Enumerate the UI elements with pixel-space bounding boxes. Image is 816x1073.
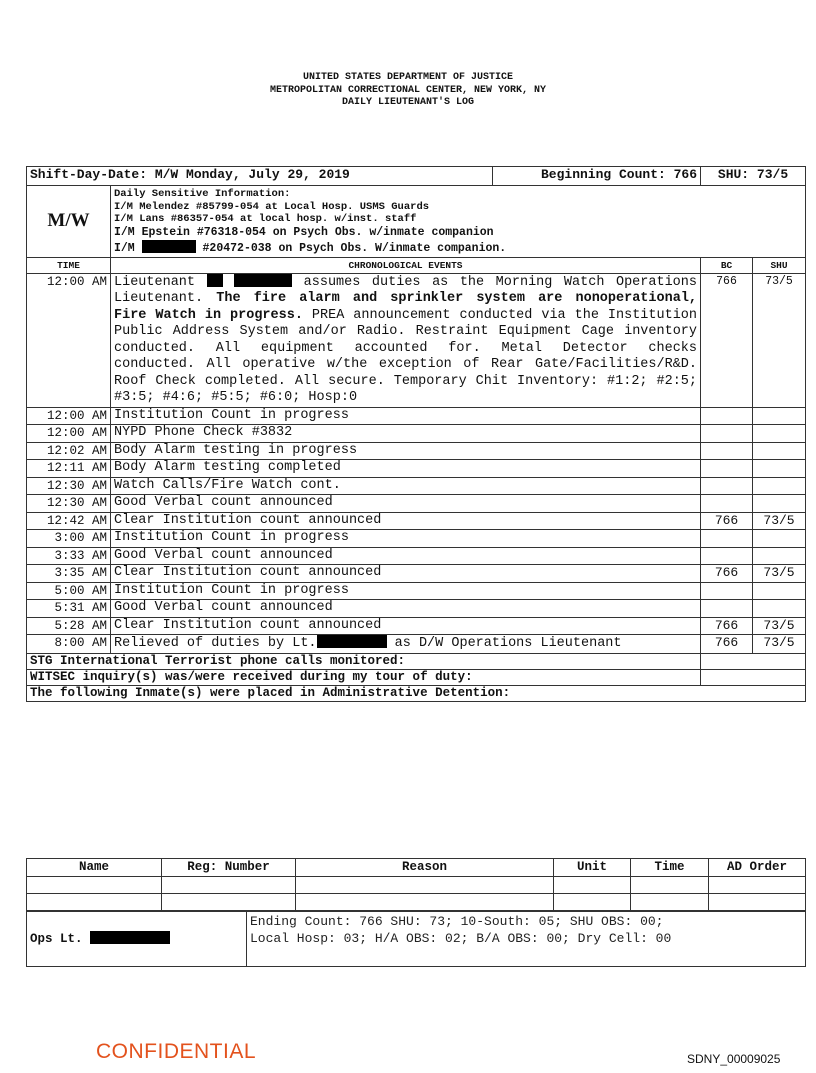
header-log-title: DAILY LIEUTENANT'S LOG bbox=[341, 97, 475, 108]
event-bc bbox=[701, 425, 753, 443]
event-shu: 73/5 bbox=[753, 565, 806, 583]
col-shu: SHU bbox=[753, 257, 806, 273]
shu-count: SHU: 73/5 bbox=[701, 167, 806, 186]
header-agency: UNITED STATES DEPARTMENT OF JUSTICE bbox=[302, 72, 514, 83]
sensitive-prefix: I/M bbox=[114, 241, 135, 255]
event-shu bbox=[753, 407, 806, 425]
shift-date: Shift-Day-Date: M/W Monday, July 29, 2019 bbox=[27, 167, 493, 186]
event-time: 12:30 AM bbox=[27, 495, 111, 513]
detention-col-order: AD Order bbox=[709, 859, 806, 877]
event-row bbox=[27, 460, 806, 478]
event-text: Watch Calls/Fire Watch cont. bbox=[111, 477, 701, 495]
event-text: Body Alarm testing in progress bbox=[111, 442, 701, 460]
witsec-row bbox=[27, 669, 806, 685]
detention-table bbox=[26, 858, 806, 911]
stg-row bbox=[27, 653, 806, 669]
event-time: 12:02 AM bbox=[27, 442, 111, 460]
detention-empty-row bbox=[27, 894, 806, 911]
event-shu bbox=[753, 425, 806, 443]
event-text: Good Verbal count announced bbox=[111, 495, 701, 513]
event-text-part: Relieved of duties by Lt. bbox=[114, 636, 317, 651]
event-time: 12:30 AM bbox=[27, 477, 111, 495]
event-shu: 73/5 bbox=[753, 635, 806, 654]
event-text bbox=[111, 273, 701, 407]
event-bc bbox=[701, 495, 753, 513]
event-text-part: assumes duties as the Morning Watch Operations Lieutenant. bbox=[114, 274, 697, 306]
event-text bbox=[111, 635, 701, 654]
event-row bbox=[27, 565, 806, 583]
detention-col-time: Time bbox=[631, 859, 709, 877]
event-time: 5:28 AM bbox=[27, 617, 111, 635]
ending-count-line: Local Hosp: 03; H/A OBS: 02; B/A OBS: 00; Dry Cell: 00 bbox=[250, 930, 672, 946]
sensitive-line: I/M Lans #86357-054 at local hosp. w/inst. staff bbox=[114, 213, 417, 225]
event-shu: 73/5 bbox=[753, 273, 806, 407]
document-header bbox=[0, 72, 816, 110]
beginning-count: Beginning Count: 766 bbox=[493, 167, 701, 186]
event-bc bbox=[701, 582, 753, 600]
event-text: Body Alarm testing completed bbox=[111, 460, 701, 478]
ops-lt-label: Ops Lt. bbox=[30, 932, 83, 946]
admin-line: The following Inmate(s) were placed in Administrative Detention: bbox=[27, 685, 806, 701]
event-time: 3:33 AM bbox=[27, 547, 111, 565]
redaction-bar bbox=[142, 240, 196, 253]
redaction-bar bbox=[234, 274, 292, 287]
event-bc bbox=[701, 530, 753, 548]
sensitive-row bbox=[27, 186, 806, 258]
admin-row bbox=[27, 685, 806, 701]
bates-number: SDNY_00009025 bbox=[687, 1052, 781, 1066]
event-bc: 766 bbox=[701, 273, 753, 407]
event-shu bbox=[753, 530, 806, 548]
confidential-stamp: CONFIDENTIAL bbox=[96, 1040, 257, 1063]
event-bc bbox=[701, 460, 753, 478]
event-shu bbox=[753, 460, 806, 478]
event-row bbox=[27, 582, 806, 600]
event-bc: 766 bbox=[701, 565, 753, 583]
event-text: Institution Count in progress bbox=[111, 530, 701, 548]
event-row bbox=[27, 600, 806, 618]
detention-empty-row bbox=[27, 877, 806, 894]
event-text: Clear Institution count announced bbox=[111, 565, 701, 583]
stg-value bbox=[701, 653, 806, 669]
event-row bbox=[27, 512, 806, 530]
event-text: Good Verbal count announced bbox=[111, 547, 701, 565]
signoff-row bbox=[27, 912, 806, 967]
witsec-line: WITSEC inquiry(s) was/were received during my tour of duty: bbox=[27, 669, 701, 685]
detention-col-name: Name bbox=[27, 859, 162, 877]
sensitive-line bbox=[114, 240, 802, 256]
event-text: Institution Count in progress bbox=[111, 407, 701, 425]
ending-count-line: Ending Count: 766 SHU: 73; 10-South: 05; SHU OBS: 00; bbox=[250, 914, 664, 929]
event-text: Good Verbal count announced bbox=[111, 600, 701, 618]
event-time: 5:31 AM bbox=[27, 600, 111, 618]
redaction-bar bbox=[90, 931, 170, 944]
event-text-part: Lieutenant bbox=[114, 274, 196, 290]
event-time: 12:42 AM bbox=[27, 512, 111, 530]
event-bc: 766 bbox=[701, 617, 753, 635]
event-shu bbox=[753, 442, 806, 460]
ops-lt-signature bbox=[27, 912, 247, 967]
redaction-bar bbox=[317, 635, 387, 648]
shift-row bbox=[27, 167, 806, 186]
stg-line: STG International Terrorist phone calls monitored: bbox=[27, 653, 701, 669]
event-text-bold: The fire alarm and sprinkler system are nonoperational, Fire Watch in progress. bbox=[114, 291, 698, 323]
event-text-part: PREA announcement conducted via the Institution Public Address System and/or Radio. Restraint Equipment Cage inventory conducted. All equipment accounted for. Metal Detector checks conducted. All operative w/the exception of Rear Gate/Facilities/R&D. Roof Check completed. All secure. Temporary Chit Inventory: #1:2; #2:5; #3:5; #4:6; #5:5; #6:0; Hosp:0 bbox=[114, 307, 698, 405]
event-text: Institution Count in progress bbox=[111, 582, 701, 600]
event-text: Clear Institution count announced bbox=[111, 617, 701, 635]
event-shu bbox=[753, 582, 806, 600]
col-events: CHRONOLOGICAL EVENTS bbox=[111, 257, 701, 273]
event-row bbox=[27, 442, 806, 460]
event-bc bbox=[701, 547, 753, 565]
event-bc bbox=[701, 600, 753, 618]
detention-col-unit: Unit bbox=[554, 859, 631, 877]
log-table bbox=[26, 166, 806, 702]
event-time: 5:00 AM bbox=[27, 582, 111, 600]
event-row bbox=[27, 530, 806, 548]
col-bc: BC bbox=[701, 257, 753, 273]
event-time: 12:00 AM bbox=[27, 273, 111, 407]
event-shu: 73/5 bbox=[753, 617, 806, 635]
event-bc bbox=[701, 477, 753, 495]
event-shu: 73/5 bbox=[753, 512, 806, 530]
redaction-bar bbox=[207, 274, 223, 287]
detention-col-reason: Reason bbox=[296, 859, 554, 877]
event-time: 8:00 AM bbox=[27, 635, 111, 654]
sensitive-title: Daily Sensitive Information: bbox=[114, 188, 291, 200]
shift-code: M/W bbox=[27, 186, 111, 258]
event-row bbox=[27, 547, 806, 565]
event-time: 12:11 AM bbox=[27, 460, 111, 478]
sensitive-text: #20472-038 on Psych Obs. W/inmate companion. bbox=[202, 241, 507, 255]
event-row bbox=[27, 477, 806, 495]
event-bc: 766 bbox=[701, 512, 753, 530]
header-facility: METROPOLITAN CORRECTIONAL CENTER, NEW YORK, NY bbox=[269, 84, 547, 96]
column-header-row bbox=[27, 257, 806, 273]
event-row-relieved bbox=[27, 635, 806, 654]
event-shu bbox=[753, 547, 806, 565]
event-bc bbox=[701, 407, 753, 425]
event-shu bbox=[753, 495, 806, 513]
detention-col-reg: Reg: Number bbox=[162, 859, 296, 877]
event-text: Clear Institution count announced bbox=[111, 512, 701, 530]
event-time: 3:00 AM bbox=[27, 530, 111, 548]
event-shu bbox=[753, 477, 806, 495]
event-time: 12:00 AM bbox=[27, 407, 111, 425]
event-shu bbox=[753, 600, 806, 618]
event-text: NYPD Phone Check #3832 bbox=[111, 425, 701, 443]
signoff-table bbox=[26, 911, 806, 967]
event-row bbox=[27, 407, 806, 425]
event-row-first bbox=[27, 273, 806, 407]
event-bc bbox=[701, 442, 753, 460]
event-row bbox=[27, 617, 806, 635]
witsec-value bbox=[701, 669, 806, 685]
event-row bbox=[27, 425, 806, 443]
event-text-part: as D/W Operations Lieutenant bbox=[394, 636, 622, 651]
col-time: TIME bbox=[27, 257, 111, 273]
detention-header-row bbox=[27, 859, 806, 877]
event-time: 12:00 AM bbox=[27, 425, 111, 443]
sensitive-info bbox=[111, 186, 806, 258]
event-bc: 766 bbox=[701, 635, 753, 654]
event-row bbox=[27, 495, 806, 513]
sensitive-line: I/M Epstein #76318-054 on Psych Obs. w/inmate companion bbox=[114, 225, 494, 239]
event-time: 3:35 AM bbox=[27, 565, 111, 583]
ending-count bbox=[247, 912, 806, 967]
sensitive-line: I/M Melendez #85799-054 at Local Hosp. USMS Guards bbox=[114, 200, 430, 213]
